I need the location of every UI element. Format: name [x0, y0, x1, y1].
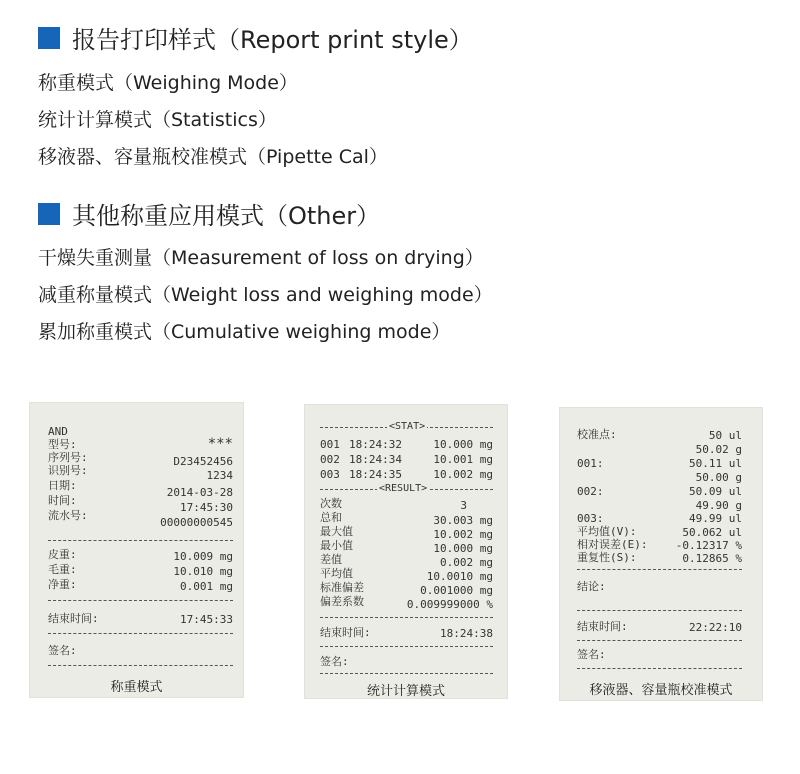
separator — [48, 540, 233, 541]
entry-time: 18:24:35 — [349, 468, 402, 481]
stat-label: 平均值(V): — [577, 525, 637, 538]
receipt-value: 17:45:30 — [180, 501, 233, 514]
receipt-header: AND — [48, 425, 68, 438]
other-mode-line: 累加称重模式（Cumulative weighing mode） — [38, 321, 451, 343]
separator — [577, 640, 742, 641]
receipt-label: 毛重: — [48, 563, 77, 576]
end-time-value: 18:24:38 — [440, 627, 493, 640]
sample-id: 001: — [577, 457, 604, 470]
point-label: 校准点: — [577, 428, 617, 441]
section-title: 报告打印样式（Report print style） — [72, 26, 473, 54]
separator — [48, 633, 233, 634]
receipt-value: 0.001 mg — [180, 580, 233, 593]
entry-id: 003 — [320, 468, 340, 481]
separator — [577, 668, 742, 669]
separator — [48, 600, 233, 601]
sign-label: 签名: — [48, 644, 77, 657]
receipt-label: 流水号: — [48, 509, 88, 522]
blue-square-icon — [38, 27, 60, 49]
receipt-caption: 移液器、容量瓶校准模式 — [589, 683, 733, 698]
stat-label: 相对误差(E): — [577, 538, 648, 551]
conclusion-label: 结论: — [577, 580, 606, 593]
receipt-label: 净重: — [48, 578, 77, 591]
result-header: <RESULT> — [379, 483, 428, 494]
entry-id: 001 — [320, 438, 340, 451]
stat-value: -0.12317 % — [675, 539, 742, 552]
receipt-label: 皮重: — [48, 548, 77, 561]
result-label: 总和 — [320, 511, 342, 524]
result-label: 偏差系数 — [320, 595, 364, 608]
sign-label: 签名: — [320, 655, 349, 668]
sample-ul: 49.99 ul — [689, 512, 742, 525]
point-value: 50 ul — [708, 429, 742, 442]
stat-value: 0.12865 % — [682, 552, 742, 565]
result-value: 10.000 mg — [433, 542, 493, 555]
receipt-weighing — [30, 403, 243, 697]
entry-time: 18:24:34 — [349, 453, 402, 466]
receipt-value: *** — [207, 436, 233, 452]
end-time-label: 结束时间: — [577, 620, 628, 633]
result-label: 差值 — [320, 553, 342, 566]
receipt-label: 型号: — [48, 438, 77, 451]
result-value: 10.0010 mg — [426, 570, 493, 583]
receipt-value: 10.010 mg — [173, 565, 233, 578]
separator — [320, 617, 493, 618]
sample-g: 49.90 g — [695, 499, 742, 512]
end-time-label: 结束时间: — [48, 612, 99, 625]
entry-value: 10.002 mg — [433, 468, 493, 481]
separator — [577, 610, 742, 611]
section-heading-other — [38, 196, 380, 231]
separator — [320, 646, 493, 647]
sample-ul: 50.09 ul — [689, 485, 742, 498]
print-mode-line: 移液器、容量瓶校准模式（Pipette Cal） — [38, 146, 388, 168]
result-value: 3 — [460, 499, 467, 512]
receipt-label: 时间: — [48, 494, 77, 507]
result-value: 10.002 mg — [433, 528, 493, 541]
stat-value: 50.062 ul — [682, 526, 742, 539]
entry-value: 10.001 mg — [433, 453, 493, 466]
result-value: 30.003 mg — [433, 514, 493, 527]
receipt-value: 2014-03-28 — [166, 486, 233, 499]
end-time-value: 17:45:33 — [180, 613, 233, 626]
receipt-label: 序列号: — [48, 451, 88, 464]
stat-header: <STAT> — [389, 421, 426, 432]
separator — [320, 673, 493, 674]
receipt-value: 00000000545 — [160, 516, 233, 529]
result-label: 最小值 — [320, 539, 353, 552]
receipt-value: D23452456 — [173, 455, 233, 468]
sign-label: 签名: — [577, 648, 606, 661]
sample-g: 50.00 g — [695, 471, 742, 484]
section-title: 其他称重应用模式（Other） — [72, 202, 381, 230]
entry-time: 18:24:32 — [349, 438, 402, 451]
sample-id: 003: — [577, 512, 604, 525]
receipt-caption: 称重模式 — [110, 680, 163, 695]
end-time-label: 结束时间: — [320, 626, 371, 639]
end-time-value: 22:22:10 — [689, 621, 742, 634]
receipt-statistics — [305, 405, 507, 698]
print-mode-line: 统计计算模式（Statistics） — [38, 109, 277, 131]
result-value: 0.009999000 % — [406, 598, 493, 611]
print-mode-line: 称重模式（Weighing Mode） — [38, 72, 298, 94]
point-value-g: 50.02 g — [695, 443, 742, 456]
result-label: 平均值 — [320, 567, 353, 580]
section-heading-print — [38, 20, 473, 55]
other-mode-line: 减重称量模式（Weight loss and weighing mode） — [38, 284, 493, 306]
stat-label: 重复性(S): — [577, 551, 637, 564]
receipt-value: 10.009 mg — [173, 550, 233, 563]
separator — [577, 569, 742, 570]
sample-ul: 50.11 ul — [689, 457, 742, 470]
entry-id: 002 — [320, 453, 340, 466]
blue-square-icon — [38, 203, 60, 225]
result-label: 次数 — [320, 497, 342, 510]
entry-value: 10.000 mg — [433, 438, 493, 451]
receipt-pipette — [560, 408, 762, 700]
other-mode-line: 干燥失重测量（Measurement of loss on drying） — [38, 247, 484, 269]
sample-id: 002: — [577, 485, 604, 498]
result-value: 0.001000 mg — [420, 584, 493, 597]
receipt-label: 日期: — [48, 479, 77, 492]
result-label: 标准偏差 — [320, 581, 364, 594]
receipt-caption: 统计计算模式 — [366, 684, 445, 698]
separator — [48, 665, 233, 666]
receipt-label: 识别号: — [48, 464, 88, 477]
receipt-value: 1234 — [206, 469, 233, 482]
result-label: 最大值 — [320, 525, 353, 538]
result-value: 0.002 mg — [440, 556, 493, 569]
